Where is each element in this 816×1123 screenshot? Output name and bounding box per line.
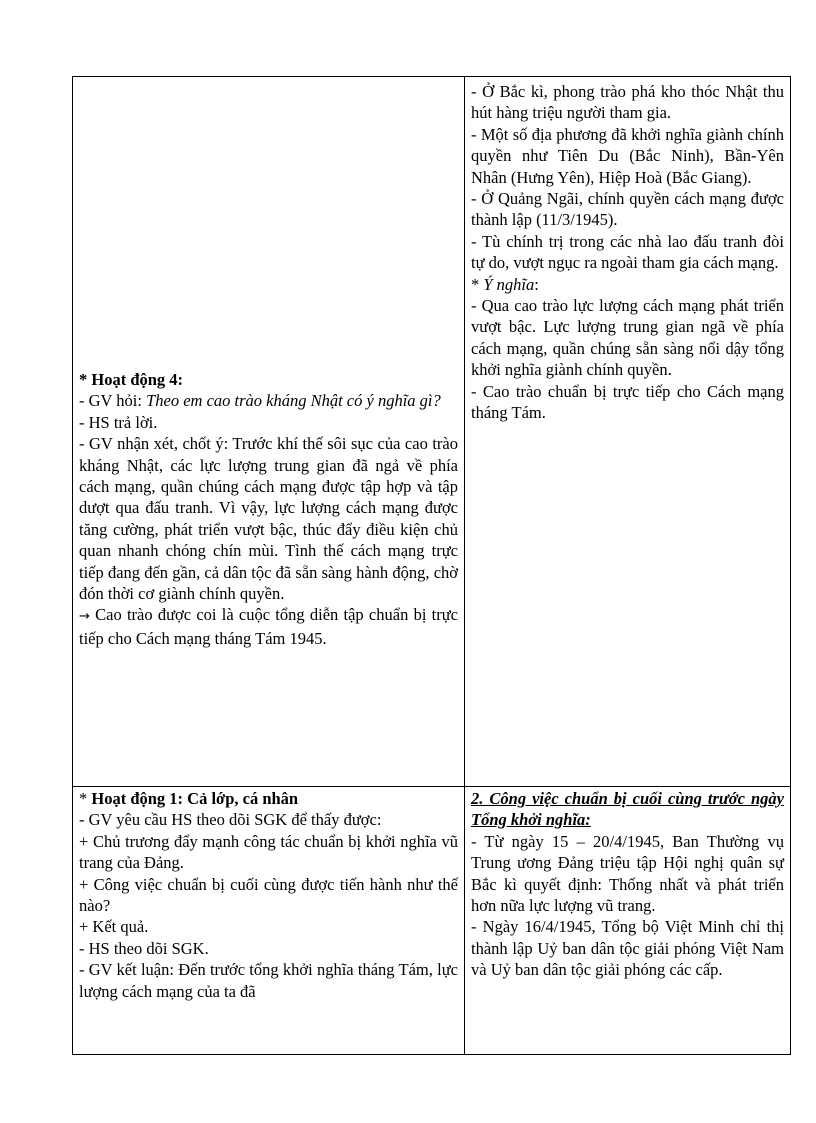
blank-space [79,77,458,369]
meaning-1: - Qua cao trào lực lượng cách mạng phát triển vượt bậc. Lực lượng trung gian ngã về phía cách mạng, quần chúng sẵn sàng nổi dậy tổng khởi nghĩa giành chính quyền. [471,296,784,380]
left-cell-activity-1 [73,787,465,1055]
activity-4-heading: * Hoạt động 4: [79,370,184,389]
hs-answer: - HS trả lời. [79,412,158,432]
left-line-2: + Chủ trương đẩy mạnh công tác chuẩn bị khởi nghĩa vũ trang của Đảng. [79,831,458,873]
table-row [73,787,791,1055]
left-cell-activity-4 [73,77,465,787]
left-line-1: - GV yêu cầu HS theo dõi SGK để thấy được: [79,810,382,830]
right-para-2: - Một số địa phương đã khởi nghĩa giành chính quyền như Tiên Du (Bắc Ninh), Bần-Yên Nhân (Hưng Yên), Hiệp Hoà (Bắc Giang). [471,124,784,187]
lesson-table [72,76,791,1055]
section-2-title: 2. Công việc chuẩn bị cuối cùng trước ngày Tổng khởi nghĩa: [471,789,784,830]
left-line-6: - GV kết luận: Đến trước tổng khởi nghĩa tháng Tám, lực lượng cách mạng của ta đã [79,960,458,1001]
left-line-4: + Kết quả. [79,917,149,937]
table-row [73,77,791,787]
right-para-1: - Ở Bắc kì, phong trào phá kho thóc Nhật thu hút hàng triệu người tham gia. [471,82,784,123]
activity-1-heading: * Hoạt động 1: Cả lớp, cá nhân [79,789,299,808]
question-text: Theo em cao trào kháng Nhật có ý nghĩa gì? [146,391,441,411]
right-cell-content [465,77,791,787]
right-cell-section-2 [465,787,791,1055]
gv-question: - GV hỏi: Theo em cao trào kháng Nhật có ý nghĩa gì? [79,391,441,411]
right-para-3: - Ở Quảng Ngãi, chính quyền cách mạng được thành lập (11/3/1945). [471,189,784,230]
arrow-right-icon: → [79,609,90,625]
right-para-4: - Tù chính trị trong các nhà lao đấu tranh đòi tự do, vượt ngục ra ngoài tham gia cách mạng. [471,231,784,273]
meaning-heading: * Ý nghĩa: [471,274,539,294]
right-line-1: - Từ ngày 15 – 20/4/1945, Ban Thường vụ Trung ương Đảng triệu tập Hội nghị quân sự Bắc kì quyết định: Thống nhất và phát triển hơn nữa lực lượng vũ trang. [471,831,784,916]
left-line-5: - HS theo dõi SGK. [79,938,209,958]
left-line-3: + Công việc chuẩn bị cuối cùng được tiến hành như thế nào? [79,874,458,916]
right-line-2: - Ngày 16/4/1945, Tổng bộ Việt Minh chỉ thị thành lập Uỷ ban dân tộc giải phóng Việt Nam và Uỷ ban dân tộc giải phóng các cấp. [471,917,784,980]
summary-line: → Cao trào được coi là cuộc tổng diễn tập chuẩn bị trực tiếp cho Cách mạng tháng Tám 1945. [79,605,458,648]
meaning-2: - Cao trào chuẩn bị trực tiếp cho Cách mạng tháng Tám. [471,381,784,423]
gv-conclusion: - GV nhận xét, chốt ý: Trước khí thế sôi sục của cao trào kháng Nhật, các lực lượng trung gian đã ngả về phía cách mạng, quần chúng cách mạng được tập hợp và tập dượt qua đấu tranh. Vì vậy, lực lượng cách mạng được tăng cường, phát triển vượt bậc, thúc đẩy điều kiện chủ quan nhanh chóng chín mùi. Tình thế cách mạng trực tiếp đang đến gần, cả dân tộc đã sẵn sàng hành động, chờ đón thời cơ giành chính quyền. [79,434,458,604]
